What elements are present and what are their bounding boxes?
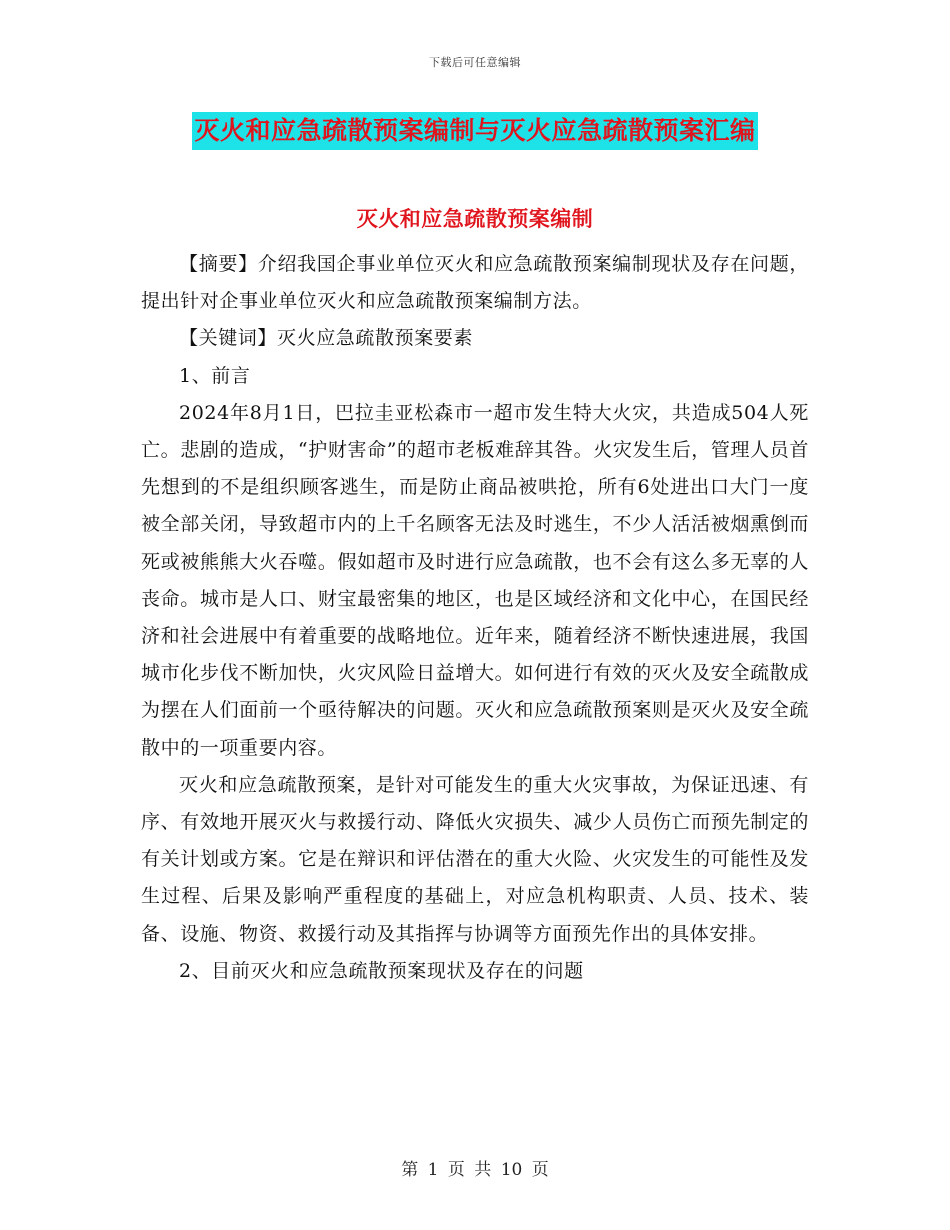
- heading-current-status: 2、目前灭火和应急疏散预案现状及存在的问题: [179, 959, 584, 982]
- body-text: [141, 246, 809, 990]
- section-title: 灭火和应急疏散预案编制: [356, 207, 594, 231]
- heading-preface: 1、前言: [179, 364, 251, 387]
- document-title: 灭火和应急疏散预案编制与灭火应急疏散预案汇编: [192, 112, 757, 150]
- body-paragraph: 灭火和应急疏散预案，是针对可能发生的重大火灾事故，为保证迅速、有序、有效地开展灭火与救援行动、降低火灾损失、减少人员伤亡而预先制定的有关计划或方案。它是在辩识和评估潜在的重大火险、火灾发生的可能性及发生过程、后果及影响严重程度的基础上，对应急机构职责、人员、技术、装备、设施、物资、救援行动及其指挥与协调等方面预先作出的具体安排。: [141, 773, 809, 945]
- body-paragraph: 2024年8月1日，巴拉圭亚松森市一超市发生特大火灾，共造成504人死亡。悲剧的造成，“护财害命”的超市老板难辞其咎。火灾发生后，管理人员首先想到的不是组织顾客逃生，而是防止商品被哄抢，所有6处进出口大门一度被全部关闭，导致超市内的上千名顾客无法及时逃生，不少人活活被烟熏倒而死或被熊熊大火吞噬。假如超市及时进行应急疏散，也不会有这么多无辜的人丧命。城市是人口、财宝最密集的地区，也是区域经济和文化中心，在国民经济和社会进展中有着重要的战略地位。近年来，随着经济不断快速进展，我国城市化步伐不断加快，火灾风险日益增大。如何进行有效的灭火及安全疏散成为摆在人们面前一个亟待解决的问题。灭火和应急疏散预案则是灭火及安全疏散中的一项重要内容。: [141, 401, 809, 759]
- abstract-paragraph: 【摘要】介绍我国企事业单位灭火和应急疏散预案编制现状及存在问题，提出针对企事业单位灭火和应急疏散预案编制方法。: [141, 253, 809, 313]
- header-note: 下载后可任意编辑: [429, 56, 521, 69]
- page-footer: 第 1 页 共 10 页: [401, 1160, 549, 1180]
- keywords-paragraph: 【关键词】灭火应急疏散预案要素: [179, 327, 474, 350]
- document-title-wrapper: [0, 112, 950, 150]
